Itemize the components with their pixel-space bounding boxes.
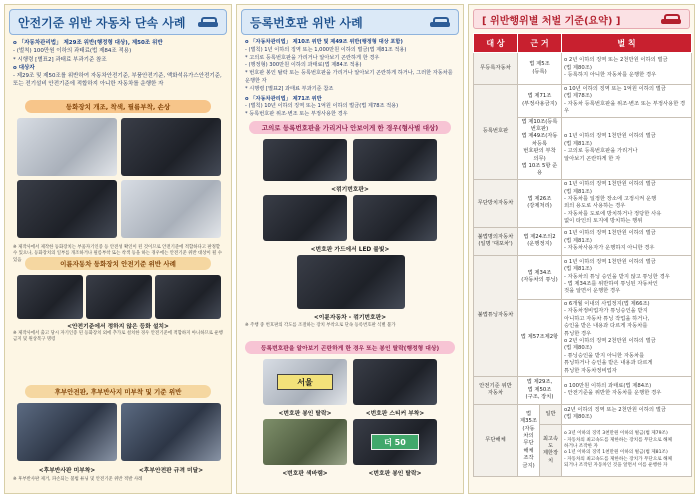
car-icon [661, 14, 681, 25]
row-target: 안전기준 위반 자동차 [474, 376, 518, 404]
note-line: o 「자동차관리법」 제71조 위반 [245, 95, 322, 102]
table-row [474, 53, 692, 85]
photo-truck-rear [17, 403, 117, 461]
plate-note: ※ 주행 중 번호판의 각도를 조절하는 장치 부착으로 단속 등록번호판 식별 불가 [245, 323, 396, 328]
note-line: * 등록번호판 위조·변조 또는 부정사용한 경우 [245, 111, 348, 118]
row-penalty: o 1년 이하의 징역 1천만원 이하의 벌금 (법 제81조) - 자동차를 일정한 장소에 고정시켜 운행 외의 용도로 사용하는 경우 - 자동차를 도로에 방치하거나 정당한 사유 없이 타인의 토지에 방치하는 행위 [562, 179, 692, 227]
photo-motorcycle [86, 275, 152, 319]
row-target: 무등록자동차 [474, 53, 518, 85]
lamps-note: ※ 제작사에서 제작한 등화장치는 부품자기인증 등 안전성 확인이 된 것이므로 안전기준에 적합하다고 판정할 수 있으나, 등화장치의 일부를 개조하거나 필름부착 또는 착색 등을 하는 경우에는 안전기준 위반 대상이 될 수 있음 [13, 245, 222, 263]
photo-plate [353, 419, 437, 465]
panel-title: 등록번호판 위반 사례 [250, 15, 363, 30]
plate-graphic: 서울 [277, 374, 333, 390]
note-line: * 시행령 [별표2] 과태료 부과기준 참조 [245, 85, 334, 92]
table-row [474, 85, 692, 118]
row-penalty: o 100만원 이하의 과태료(법 제84조) - 안전기준을 위반한 자동차를 운행한 경우 [562, 376, 692, 404]
car-icon [198, 17, 218, 28]
table-row [474, 255, 692, 299]
plate-caption-g: <번호판 봉인 탈락> [368, 471, 422, 477]
row-penalty: o 10년 이하의 징역 또는 1억원 이하의 벌금 (법 제78조) - 자동차 등록번호판을 위조·변조 또는 부정사용한 경우 [562, 85, 692, 118]
photo-motorcycle [17, 275, 83, 319]
photo-plate [263, 139, 347, 181]
row-penalty: o 1년 이하의 징역 1천만원 이하의 벌금 (법 제81조) - 자동차의 튜닝 승인을 받지 않고 튜닝한 경우 - 법 제34조를 위반하여 튜닝된 자동차인 것을 알면서 운행한 경우 [562, 255, 692, 299]
plate-caption-d: <번호판 봉인 탈락> [278, 411, 332, 417]
plate-caption-f: <번호판 색바램> [282, 471, 328, 477]
note-line: o 「자동차관리법」 제29조 위반(행정형 대상), 제50조 위반 [13, 40, 163, 46]
rear-caption-a: <후부반사판 미부착> [38, 468, 96, 474]
photo-plate [263, 359, 347, 405]
row-penalty: o 1년 이하의 징역 1천만원 이하의 벌금 (법 제81조) - 고의로 등록번호판을 가리거나 알아보기 곤란하게 한 자 [562, 117, 692, 179]
table-header-row [474, 34, 692, 53]
panel-title: [ 위반행위별 처벌 기준(요약) ] [482, 15, 621, 27]
row-basis: 법 제29조, 법 제50조 (구조, 장치) [518, 376, 562, 404]
photo-car-lamp [121, 118, 221, 176]
row-basis: 법 제57조제2항 [518, 299, 562, 376]
legal-notes [13, 39, 223, 89]
panel-title-bar [241, 9, 459, 35]
row-basis: 법 제35조 (자동차의 무단 해체 조작 금지) [518, 404, 540, 476]
photo-car-lamp [17, 180, 117, 238]
header-basis: 근 거 [518, 34, 562, 53]
note-line: - (벌칙) 1년 이하의 징역 또는 1,000만원 이하의 벌금(법 제81조 적용) [245, 46, 407, 53]
table-row [474, 376, 692, 404]
row-basis: 법 제34조 (자동차의 튜닝) [518, 255, 562, 299]
row-penalty: o 6개월 이내의 사업정지(법 제66조) - 자동차정비업자가 튜닝승인을 받지 아니하고 자동차 튜닝 작업을 하거나, 승인을 받은 내용과 다르게 자동차를 튜닝한 경우 o 2년 이하의 징역 2천만원 이하의 벌금 (법 제80조) - 튜닝승인을 받지 아니한 자동차를 튜닝하거나 승인을 받은 내용과 다르게 튜닝한 자동차정비업자 [562, 299, 692, 376]
photo-plate [353, 195, 437, 241]
row-basis: 법 제10조(등록번호판) 법 제49조(자동차등록 번호판의 부착 의무) 법 10조 5항 준용 [518, 117, 562, 179]
row-penalty: o 2년 이하의 징역 또는 2천만원 이하의 벌금 (법 제80조) - 등록하지 아니한 자동차를 운행한 경우 [562, 53, 692, 85]
note-line: 또는 전기설비 안전기준에 적합하지 아니한 자동차를 운행한 자 [13, 81, 164, 88]
photo-plate [353, 359, 437, 405]
table-row [474, 227, 692, 255]
table-row [474, 404, 692, 424]
panel-safety-standard [4, 4, 232, 494]
note-line: * 번호판 봉인 탈락 또는 등록번호판을 가리거나 알아보기 곤란하게 하거나, 그러한 자동차를 운행한 자 [245, 70, 453, 84]
photo-truck-rear [121, 403, 221, 461]
panel-plate-violation [236, 4, 464, 494]
photo-car-lamp [121, 180, 221, 238]
row-target: 등록번호판 [474, 85, 518, 180]
row-subcategory: 일반 [540, 404, 562, 424]
row-target: 불법명의자동차 (일명 '대포차') [474, 227, 518, 255]
plate-caption-a: <꺾기번호판> [331, 187, 369, 193]
car-icon [430, 17, 450, 28]
row-target: 무단방치자동차 [474, 179, 518, 227]
photo-motorcycle-plate [297, 255, 405, 309]
row-penalty: o 1년 이하의 징역 1천만원 이하의 벌금 (법 제81조) - 자동차사용자가 운행하지 아니한 경우 [562, 227, 692, 255]
note-line: - (행정형) 300만원 이하의 과태료(법 제84조 적용) [245, 62, 362, 69]
plate-caption-b: <번호판 가드에서 LED 불빛> [310, 247, 390, 253]
section-band-lamps: 등화장치 개조, 착색, 필름부착, 손상 [25, 100, 211, 113]
row-basis: 법 제5조 (등록) [518, 53, 562, 85]
row-subcategory: 최고속도 제한장치 [540, 424, 562, 476]
note-line: o 「자동차관리법」 제10조 위반 및 제49조 위반(행정형 대상 포함) [245, 39, 403, 45]
photo-plate [263, 419, 347, 465]
section-band-motorcycle: 이륜자동차 등화장치 안전기준 위반 사례 [25, 257, 211, 270]
panel-title-bar [9, 9, 227, 35]
note-line: o 대상자 [13, 64, 35, 71]
row-penalty: o 3년 이하의 징역 3천만원 이하의 벌금(법 제79조) - 자동차의 최고속도를 제한하는 장치를 무단으로 해체 하거나 조작한 자 o 1년 이하의 징역 1천만원 이하의 벌금(법 제81조) - 자동차의 최고속도를 제한하는 장치가 무단으로 해체 되거나 조작된 자동차인 것을 알면서 이를 운행한 자 [562, 424, 692, 476]
note-line: - (벌칙) 10년 이하의 징역 또는 1억원 이하의 벌금(법 제78조 적용) [245, 103, 399, 110]
plate-caption-e: <번호판 스티커 부착> [365, 411, 425, 417]
photo-plate [263, 195, 347, 241]
note-line: - (벌칙) 100만원 이하의 과태료(법 제84조 적용) [13, 48, 132, 55]
panel-penalty-summary [468, 4, 695, 494]
header-penalty: 벌 칙 [562, 34, 692, 53]
photo-car-lamp [17, 118, 117, 176]
photo-plate [353, 139, 437, 181]
section-band-administrative: 등록번호판을 알아보기 곤란하게 한 경우 또는 봉인 탈락(행정형 대상) [245, 341, 455, 354]
motorcycle-note: ※ 제작사에서 출고 당시 자기인증 된 등화장치 외에 추가로 설치한 경우 안전기준에 적합하지 아니하므로 운행 금지 및 원상복구 명령 [13, 331, 223, 343]
row-target: 무단해체 [474, 404, 518, 476]
header-target: 대 상 [474, 34, 518, 53]
row-penalty: o2년 이하의 징역 또는 2천만원 이하의 벌금 (법 제80조) [562, 404, 692, 424]
note-line: - 제29조 및 제50조를 위반하여 자동차안전기준, 부품안전기준, 액화석유가스안전기준, [13, 73, 222, 79]
section-band-rear-guard: 후부안전판, 후부반사지 미부착 및 기준 위반 [25, 385, 211, 398]
panel-title: 안전기준 위반 자동차 단속 사례 [18, 15, 186, 30]
plate-graphic: 더 50 [371, 434, 419, 450]
photo-motorcycle [155, 275, 221, 319]
rear-caption-b: <후부안전판 규격 미달> [138, 468, 204, 474]
note-line: * 시행령 [별표2] 과태료 부과기준 참조 [13, 56, 107, 63]
row-target: 불법튜닝자동차 [474, 255, 518, 376]
rear-note: ※ 후부반사판 제거, 파손되는 불법 튜닝 및 안전기준 위반 적발 사례 [13, 477, 143, 482]
row-basis: 법 제71조 (부정사용금지) [518, 85, 562, 118]
section-band-intentional: 고의로 등록번호판을 가리거나 안보이게 한 경우(형사벌 대상) [249, 121, 451, 134]
note-line: * 고의로 등록번호판을 가리거나 알아보기 곤란하게 한 경우 [245, 54, 380, 61]
motorcycle-caption: <안전기준에서 정하지 않은 등화 설치> [67, 324, 169, 330]
row-basis: 법 제26조 (강제처리) [518, 179, 562, 227]
row-basis: 법 제24조의2 (운행정지) [518, 227, 562, 255]
panel-title-bar [473, 9, 690, 29]
penalty-table [473, 33, 692, 477]
plate-caption-c: <이륜자동차 - 꺾기번호판> [313, 315, 387, 321]
legal-notes [245, 39, 455, 119]
table-row [474, 179, 692, 227]
